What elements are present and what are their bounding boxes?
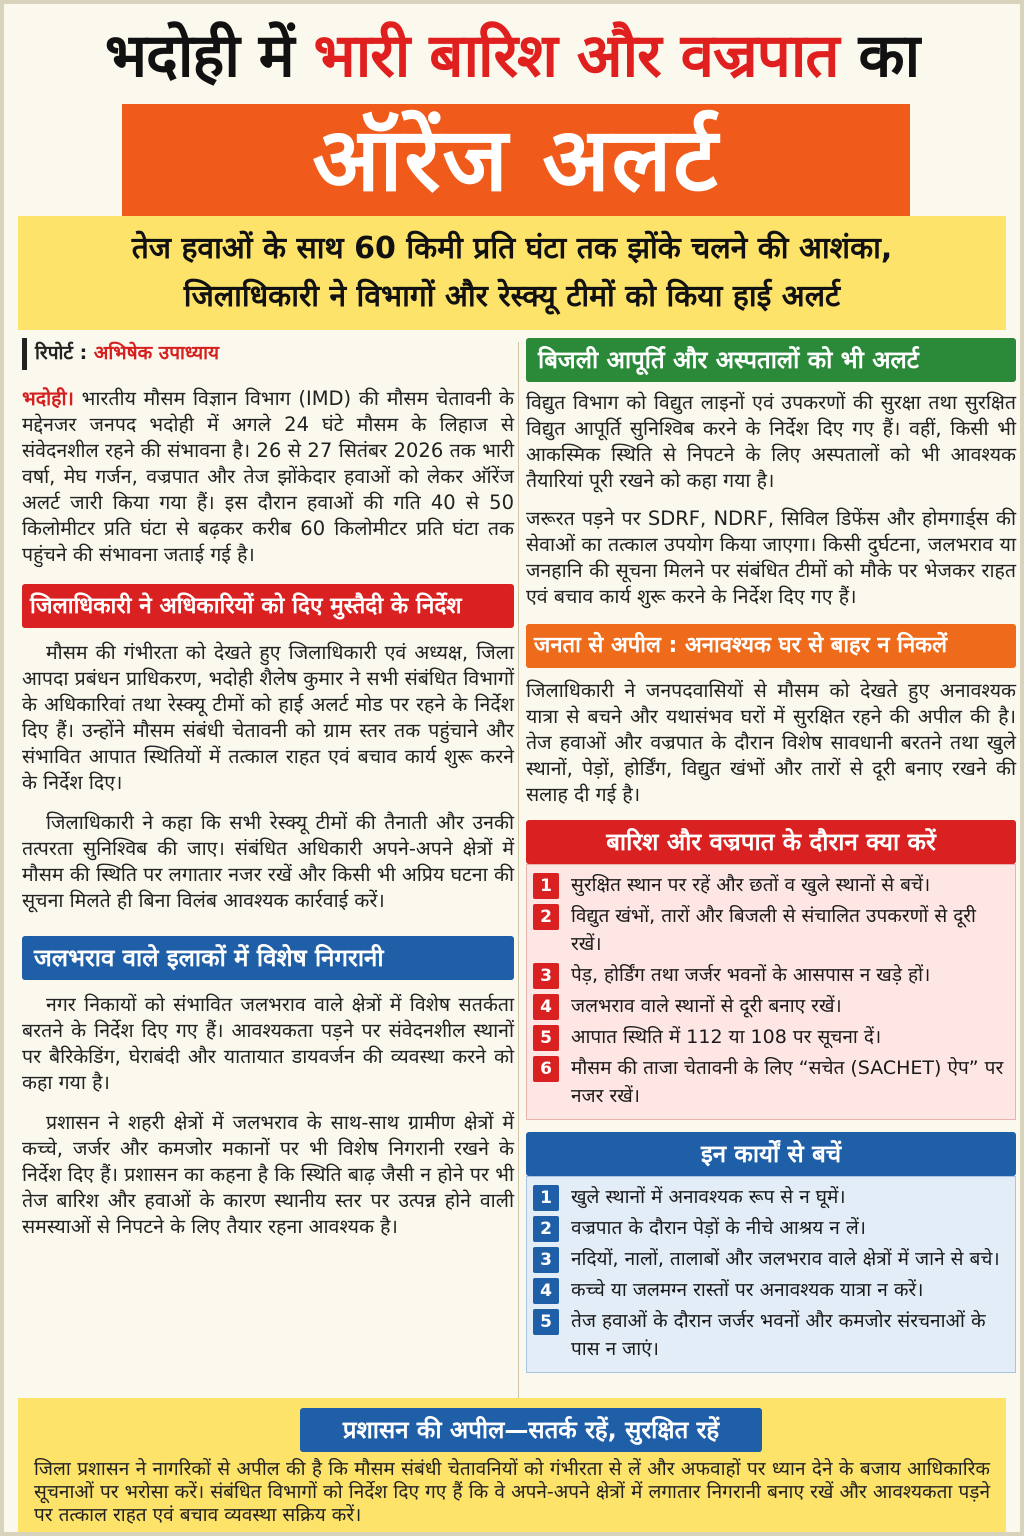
item-number: 1 <box>533 1185 559 1211</box>
dos-list <box>526 864 1016 1120</box>
item-number: 2 <box>533 1216 559 1242</box>
waterlogging-paragraph-2: प्रशासन ने शहरी क्षेत्रों में जलभराव के साथ-साथ ग्रामीण क्षेत्रों में कच्चे, जर्जर और कमजोर मकानों पर भी विशेष निगरानी रखने के निर्देश दिए हैं। प्रशासन का कहना है कि स्थिति बाढ़ जैसी न होने पर भी तेज बारिश और हवाओं के कारण स्थानीय स्तर पर उत्पन्न होने वाली समस्याओं से निपटने के लिए तैयार रहना आवश्यक है। <box>22 1111 514 1238</box>
power-paragraph-1: विद्युत विभाग को विद्युत लाइनों एवं उपकरणों की सुरक्षा तथा सुरक्षित विद्युत आपूर्ति सुनिश्विब करने के निर्देश दिए गए हैं। वहीं, किसी भी आकस्मिक स्थिति से निपटने के लिए अस्पतालों को भी आवश्यक तैयारियां पूरी रखने को कहा गया है। <box>526 391 1016 492</box>
item-text: पेड़, होर्डिंग तथा जर्जर भवनों के आसपास न खड़े हों। <box>571 964 931 986</box>
footer-appeal <box>18 1398 1006 1532</box>
item-text: आपात स्थिति में 112 या 108 पर सूचना दें। <box>571 1026 882 1048</box>
byline-label: रिपोर्ट : <box>35 342 88 364</box>
intro-paragraph <box>22 386 514 568</box>
item-number: 1 <box>533 873 559 899</box>
item-text: खुले स्थानों में अनावश्यक रूप से न घूमें। <box>571 1186 846 1208</box>
section-heading-dos: बारिश और वज्रपात के दौरान क्या करें <box>526 820 1016 864</box>
list-item <box>533 871 1007 899</box>
footer-text: जिला प्रशासन ने नागरिकों से अपील की है कि मौसम संबंधी चेतावनियों को गंभीरता से लें और अफवाहों पर ध्यान देने के बजाय आधिकारिक सूचनाओं पर भरोसा करें। संबंधित विभागों को निर्देश दिए गए हैं कि वे अपने-अपने क्षेत्रों में लगातार निगरानी बनाए रखें और आवश्यकता पड़ने पर तत्काल राहत एवं बचाव व्यवस्था सक्रिय करें। <box>34 1458 990 1526</box>
item-text: जलभराव वाले स्थानों से दूरी बनाए रखें। <box>571 995 842 1017</box>
item-text: वज्रपात के दौरान पेड़ों के नीचे आश्रय न लें। <box>571 1217 866 1239</box>
byline <box>22 338 514 370</box>
list-item <box>533 1023 1007 1051</box>
donts-list <box>526 1176 1016 1373</box>
item-text: विद्युत खंभों, तारों और बिजली से संचालित उपकरणों से दूरी रखें। <box>571 905 976 955</box>
item-number: 4 <box>533 1278 559 1304</box>
subheadline <box>18 216 1006 330</box>
list-item <box>533 1276 1007 1304</box>
intro-text: भारतीय मौसम विज्ञान विभाग (IMD) की मौसम चेतावनी के मद्देनजर जनपद भदोही में अगले 24 घंटे मौसम के लिहाज से संवेदनशील रहने की संभावना है। 26 से 27 सितंबर 2026 तक भारी वर्षा, मेघ गर्जन, वज्रपात और तेज झोंकेदार हवाओं को लेकर ऑरेंज अलर्ट जारी किया गया हैं। इस दौरान हवाओं की गति 40 से 50 किलोमीटर प्रति घंटा से बढ़कर करीब 60 किलोमीटर प्रति घंटा तक पहुंचने की संभावना जताई गई है। <box>22 387 514 566</box>
list-item <box>533 1245 1007 1273</box>
list-item <box>533 1183 1007 1211</box>
dm-paragraph-1: मौसम की गंभीरता को देखते हुए जिलाधिकारी एवं अध्यक्ष, जिला आपदा प्रबंधन प्राधिकरण, भदोही शैलेष कुमार ने सभी संबंधित विभागों के अधिकारिवां तथा रेस्क्यू टीमों को हाई अलर्ट मोड पर रहने के निर्देश दिए हैं। उन्होंने मौसम संबंधी चेतावनी को ग्राम स्तर तक पहुंचाने और संभावित आपात स्थितियों में तत्काल राहत एवं बचाव कार्य शुरू करने के निर्देश दिए। <box>22 641 514 794</box>
byline-name: अभिषेक उपाध्याय <box>93 342 220 364</box>
section-heading-power-hospitals: बिजली आपूर्ति और अस्पतालों को भी अलर्ट <box>526 338 1016 382</box>
item-text: तेज हवाओं के दौरान जर्जर भवनों और कमजोर संरचनाओं के पास न जाएं। <box>571 1310 986 1360</box>
item-text: मौसम की ताजा चेतावनी के लिए “सचेत (SACHET) ऐप” पर नजर रखें। <box>571 1057 1004 1107</box>
list-item <box>533 1214 1007 1242</box>
section-heading-public-appeal: जनता से अपील : अनावश्यक घर से बाहर न निकलें <box>526 624 1016 668</box>
item-number: 4 <box>533 994 559 1020</box>
section-heading-donts: इन कार्यों से बचें <box>526 1132 1016 1176</box>
item-text: सुरक्षित स्थान पर रहें और छतों व खुले स्थानों से बचें। <box>571 874 931 896</box>
right-column <box>526 338 1016 1373</box>
item-text: नदियों, नालों, तालाबों और जलभराव वाले क्षेत्रों में जाने से बचे। <box>571 1248 1000 1270</box>
item-number: 3 <box>533 1247 559 1273</box>
waterlogging-paragraph-1: नगर निकायों को संभावित जलभराव वाले क्षेत्रों में विशेष सतर्कता बरतने के निर्देश दिए गए हैं। आवश्यकता पड़ने पर संवेदनशील स्थानों पर बैरिकेडिंग, घेराबंदी और यातायात डायवर्जन की व्यवस्था करने को कहा गया है। <box>22 993 514 1094</box>
headline <box>4 10 1020 102</box>
headline-part1: भदोही में <box>104 21 294 91</box>
item-number: 3 <box>533 963 559 989</box>
alert-banner: ऑरेंज अलर्ट <box>122 104 910 216</box>
headline-part3: का <box>858 21 920 91</box>
item-number: 6 <box>533 1056 559 1082</box>
item-text: कच्चे या जलमग्न रास्तों पर अनावश्यक यात्रा न करें। <box>571 1279 924 1301</box>
footer-heading: प्रशासन की अपील—सतर्क रहें, सुरक्षित रहें <box>300 1408 762 1452</box>
subheadline-line2: जिलाधिकारी ने विभागों और रेस्क्यू टीमों को किया हाई अलर्ट <box>183 279 841 314</box>
column-divider <box>518 342 519 1398</box>
subheadline-line1: तेज हवाओं के साथ 60 किमी प्रति घंटा तक झोंके चलने की आशंका, <box>131 231 893 266</box>
headline-part2: भारी बारिश और वज्रपात <box>313 21 839 91</box>
left-column <box>22 338 514 1240</box>
section-heading-waterlogging: जलभराव वाले इलाकों में विशेष निगरानी <box>22 936 514 980</box>
item-number: 5 <box>533 1309 559 1335</box>
dateline: भदोही। <box>22 387 74 410</box>
list-item <box>533 1054 1007 1110</box>
item-number: 2 <box>533 904 559 930</box>
item-number: 5 <box>533 1025 559 1051</box>
section-heading-dm-instructions: जिलाधिकारी ने अधिकारियों को दिए मुस्तैदी के निर्देश <box>22 584 514 628</box>
list-item <box>533 961 1007 989</box>
list-item <box>533 1307 1007 1363</box>
list-item <box>533 992 1007 1020</box>
dm-paragraph-2: जिलाधिकारी ने कहा कि सभी रेस्क्यू टीमों की तैनाती और उनकी तत्परता सुनिश्विब की जाए। संबंधित अधिकारी अपने-अपने क्षेत्रों में मौसम की स्थिति पर लगातार नजर रखें और किसी भी अप्रिय घटना की सूचना मिलते ही बिना विलंब आवश्यक कार्रवाई करें। <box>22 811 514 912</box>
list-item <box>533 902 1007 958</box>
appeal-paragraph: जिलाधिकारी ने जनपदवासियों से मौसम को देखते हुए अनावश्यक यात्रा से बचने और यथासंभव घरों में सुरक्षित रहने की अपील की है। तेज हवाओं और वज्रपात के दौरान विशेष सावधानी बरतने तथा खुले स्थानों, पेड़ों, होर्डिंग, विद्युत खंभों और तारों से दूरी बनाए रखने की सलाह दी गई है। <box>526 679 1016 806</box>
power-paragraph-2: जरूरत पड़ने पर SDRF, NDRF, सिविल डिफेंस और होमगार्ड्स की सेवाओं का तत्काल उपयोग किया जाएगा। किसी दुर्घटना, जलभराव या जनहानि की सूचना मिलने पर संबंधित टीमों को मौके पर भेजकर राहत एवं बचाव कार्य शुरू करने के निर्देश दिए गए हैं। <box>526 507 1016 608</box>
